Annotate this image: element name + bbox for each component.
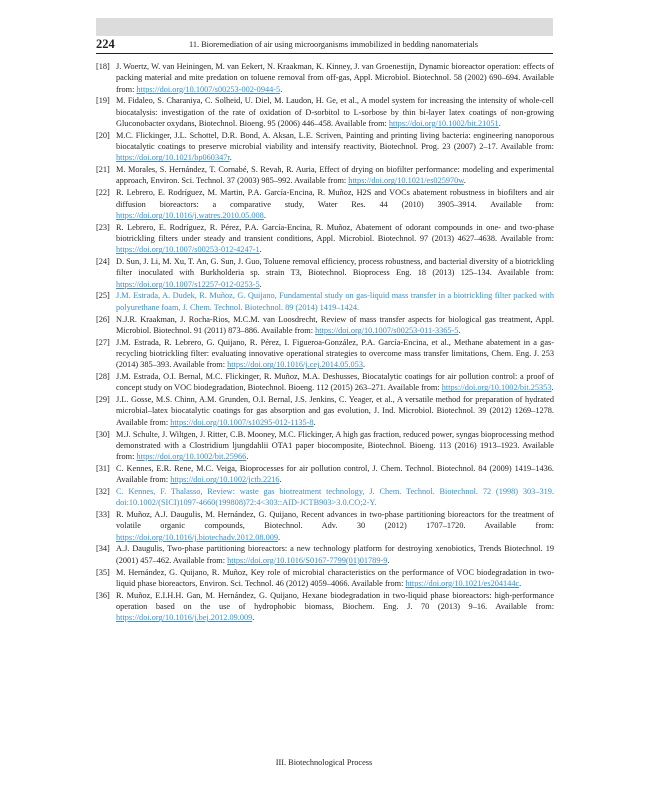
reference-item (96, 394, 554, 428)
doi-link[interactable]: https://doi.org/10.1002/bit.25966 (136, 452, 247, 462)
reference-number: [31] (96, 463, 110, 473)
reference-text: D. Sun, J. Li, M. Xu, T. An, G. Sun, J. Guo, Toluene removal efficiency, process robustness, and bacterial diversity of a biotrickling filter inoculated with Burkholderia sp. strain T3, Biotechnol. Bioprocess Eng. 18 (2013) 125–134. Available from: (116, 257, 554, 278)
reference-item (96, 463, 554, 486)
reference-number: [36] (96, 590, 110, 600)
reference-text: J. Woertz, W. van Heiningen, M. van Eekert, N. Kraakman, K. Kinney, J. van Groenestijn, Dynamic bioreactor operation: effects of packing material and mite predation on toluene removal from off-gas, Appl. Microbiol. Biotechnol. 58 (2002) 690–694. Available from: (116, 62, 554, 94)
doi-link[interactable]: https://doi.org/10.1007/s00253-011-3365-5 (315, 325, 459, 335)
reference-number: [30] (96, 429, 110, 439)
reference-text: C. Kennes, F. Thalasso, Review: waste gas biotreatment technology, J. Chem. Technol. Biotechnol. 72 (1998) 303–319. doi:10.1002/(SICI)1097-4660(199808)72:4<303::AID-JCTB903>3.0.CO;2-Y. (116, 486, 554, 508)
reference-tail: . (463, 176, 466, 186)
reference-number: [32] (96, 486, 110, 496)
reference-item (96, 290, 554, 313)
reference-text: J.M. Estrada, R. Lebrero, G. Quijano, R. Pérez, I. Figueroa-González, P.A. García-Encina, et al., Methane abatement in a gas-recycling biotrickling filter: evaluating innovative operational strategies to overcome mass transfer limitations, Chem. Eng. J. 253 (2014) 385–393. Available from: (116, 337, 554, 370)
page-number: 224 (96, 37, 115, 51)
reference-text: M.C. Flickinger, J.L. Schottel, D.R. Bond, A. Aksan, L.E. Scriven, Painting and printing living bacteria: engineering nanoporous biocatalytic coatings to preserve microbial viability and intensify reactivity, Biotechnol. Prog. 23 (2007) 2–17. Available from: (116, 130, 554, 152)
reference-tail: . (263, 210, 266, 220)
reference-tail: . (551, 383, 554, 393)
reference-text: J.M. Estrada, A. Dudek, R. Muñoz, G. Quijano, Fundamental study on gas-liquid mass transfer in a biotrickling filter packed with polyurethane foam, J. Chem. Technol. Biotechnol. 89 (2014) 1419–1424. (116, 291, 554, 312)
running-title: 11. Bioremediation of air using microorganisms immobilized in bedding nanomaterials (189, 40, 478, 49)
reference-text: R. Muñoz, A.J. Daugulis, M. Hernández, G. Quijano, Recent advances in two-phase partitioning bioreactors for the treatment of volatile organic compounds, Biotechnol. Adv. 30 (2012) 1707–1720. Available from: (116, 510, 554, 531)
reference-tail: . (279, 475, 282, 485)
reference-item (96, 590, 554, 624)
reference-item (96, 130, 554, 164)
doi-link[interactable]: https://doi.org/10.1007/s12257-012-0253-5 (116, 279, 260, 289)
reference-number: [35] (96, 567, 110, 577)
reference-text: M. Hernández, G. Quijano, R. Muñoz, Key role of microbial characteristics on the performance of VOC biodegradation in two-liquid phase bioreactors, Environ. Sci. Technol. 46 (2012) 4059–4066. Available from: (116, 567, 554, 588)
reference-number: [19] (96, 96, 110, 106)
reference-item (96, 486, 554, 509)
reference-item (96, 429, 554, 463)
reference-item (96, 187, 554, 221)
reference-number: [21] (96, 165, 110, 175)
reference-item (96, 164, 554, 187)
reference-tail: . (498, 118, 501, 128)
doi-link[interactable]: https://doi.org/10.1016/j.bej.2012.09.009 (116, 613, 253, 623)
reference-number: [24] (96, 257, 110, 267)
reference-tail: . (252, 613, 255, 623)
reference-number: [29] (96, 395, 110, 405)
reference-text: R. Muñoz, E.I.H.H. Gan, M. Hernández, G. Quijano, Hexane biodegradation in two-liquid phase bioreactors: high-performance operation based on the use of hydrophobic biomass, Biochem. Eng. J. 70 (2013) 9–16. Available from: (116, 590, 554, 611)
doi-link[interactable]: https://doi.org/10.1007/s00253-002-0944-5 (136, 84, 281, 94)
doi-link[interactable]: https://doi.org/10.1007/s00253-012-4247-1 (116, 245, 260, 255)
reference-text: C. Kennes, E.R. Rene, M.C. Veiga, Bioprocesses for air pollution control, J. Chem. Technol. Biotechnol. 84 (2009) 1419–1436. Available from: (116, 463, 554, 485)
reference-tail: . (519, 578, 522, 588)
reference-number: [22] (96, 188, 110, 198)
reference-item (96, 95, 554, 129)
doi-link[interactable]: https://doi.org/10.1016/S0167-7799(01)01789-9 (227, 555, 388, 565)
reference-number: [25] (96, 291, 110, 301)
reference-item (96, 256, 554, 290)
reference-item (96, 337, 554, 371)
reference-tail: . (313, 417, 316, 427)
reference-number: [28] (96, 372, 110, 382)
doi-link[interactable]: https://doi.org/10.1016/j.biotechadv.2012.08.009 (116, 532, 279, 542)
doi-link[interactable]: https://doi.org/10.1016/j.cej.2014.05.053 (227, 360, 363, 370)
doi-link[interactable]: https://doi.org/10.1016/j.watres.2010.05.008 (116, 210, 264, 220)
reference-number: [18] (96, 62, 110, 71)
reference-number: [20] (96, 130, 110, 140)
doi-link[interactable]: https://doi.org/10.1002/bit.25353 (441, 383, 552, 393)
doi-link[interactable]: https://doi.org/10.1021/es025970w (348, 176, 464, 186)
reference-number: [26] (96, 314, 110, 324)
reference-number: [34] (96, 544, 110, 554)
reference-text: J.L. Gosse, M.S. Chinn, A.M. Grunden, O.I. Bernal, J.S. Jenkins, C. Yeager, et al., A versatile method for preparation of hydrated microbial–latex biocatalytic coatings for gas absorption and gas evolution, J. Ind. Microbiol. Biotechnol. 39 (2012) 1269–1278. Available from: (116, 395, 554, 427)
reference-text: M.J. Schulte, J. Wiltgen, J. Ritter, C.B. Mooney, M.C. Flickinger, A high gas fraction, reduced power, syngas bioprocessing method demonstrated with a Clostridium ljungdahlii OTA1 paper biocomposite, Biotechnol. Bioeng. 113 (2016) 1913–1923. Available from: (116, 429, 554, 462)
reference-tail: . (458, 325, 461, 335)
reference-tail: . (229, 153, 232, 163)
reference-item (96, 567, 554, 590)
reference-tail: . (362, 360, 366, 370)
reference-text: M. Fidaleo, S. Charaniya, C. Solheid, U. Diel, M. Laudon, H. Ge, et al., A model system for increasing the intensity of whole-cell biocatalysis: investigation of the rate of oxidation of D-sorbitol to L-sorbose by thin bi-layer latex coatings of non-growing Gluconobacter oxydans, Biotechnol. Bioeng. 95 (2006) 446–458. Available from: (116, 96, 554, 128)
reference-tail: . (246, 452, 249, 462)
reference-tail: . (280, 84, 283, 94)
reference-text: A.J. Daugulis, Two-phase partitioning bioreactors: a new technology platform for destroying xenobiotics, Trends Biotechnol. 19 (2001) 457–462. Available from: (116, 544, 554, 565)
reference-number: [27] (96, 337, 110, 347)
doi-link[interactable]: https://doi.org/10.1021/bp060347r (116, 153, 230, 163)
doi-link[interactable]: https://doi.org/10.1007/s10295-012-1135-8 (170, 417, 314, 427)
reference-tail: . (387, 555, 390, 565)
reference-text: N.J.R. Kraakman, J. Rocha-Rios, M.C.M. van Loosdrecht, Review of mass transfer aspects for biological gas treatment, Appl. Microbiol. Biotechnol. 91 (2011) 873–886. Available from: (116, 314, 554, 335)
reference-item (96, 314, 554, 337)
reference-list (96, 61, 554, 624)
reference-text: R. Lebrero, E. Rodríguez, R. Pérez, P.A. García-Encina, R. Muñoz, Abatement of odorant compounds in one- and two-phase biotrickling filters under steady and transient conditions, Appl. Microbiol. Biotechnol. 97 (2013) 4627–4638. Available from: (116, 222, 554, 243)
reference-number: [23] (96, 222, 110, 232)
header-band (96, 18, 553, 36)
header-rule (96, 53, 553, 54)
doi-link[interactable]: https://doi.org/10.1021/es204144c (405, 578, 520, 588)
reference-number: [33] (96, 510, 110, 520)
reference-text: M. Morales, S. Hernández, T. Cornabé, S. Revah, R. Auria, Effect of drying on biofilter performance: modeling and experimental approach, Environ. Sci. Technol. 37 (2003) 985–992. Available from: (116, 165, 554, 186)
reference-tail: . (259, 245, 262, 255)
doi-link[interactable]: https://doi.org/10.1002/bit.21051 (388, 118, 499, 128)
footer-section-title: III. Biotechnological Process (275, 758, 373, 767)
reference-item (96, 222, 554, 256)
reference-item (96, 61, 554, 95)
reference-item (96, 509, 554, 543)
reference-item (96, 371, 554, 394)
doi-link[interactable]: https://doi.org/10.1002/jctb.2216 (170, 475, 280, 485)
reference-text: R. Lebrero, E. Rodríguez, M. Martin, P.A. García-Encina, R. Muñoz, H2S and VOCs abatement robustness in biofilters and air diffusion bioreactors: a comparative study, Water Res. 44 (2010) 3905–3914. Available from: (116, 188, 554, 209)
reference-text: J.M. Estrada, O.I. Bernal, M.C. Flickinger, R. Muñoz, M.A. Deshusses, Biocatalytic coatings for air pollution control: a proof of concept study on VOC biodegradation, Biotechnol. Bioeng. 112 (2015) 263–271. Available from: (116, 372, 554, 393)
reference-tail: . (278, 532, 281, 542)
reference-item (96, 543, 554, 566)
reference-tail: . (259, 279, 262, 289)
